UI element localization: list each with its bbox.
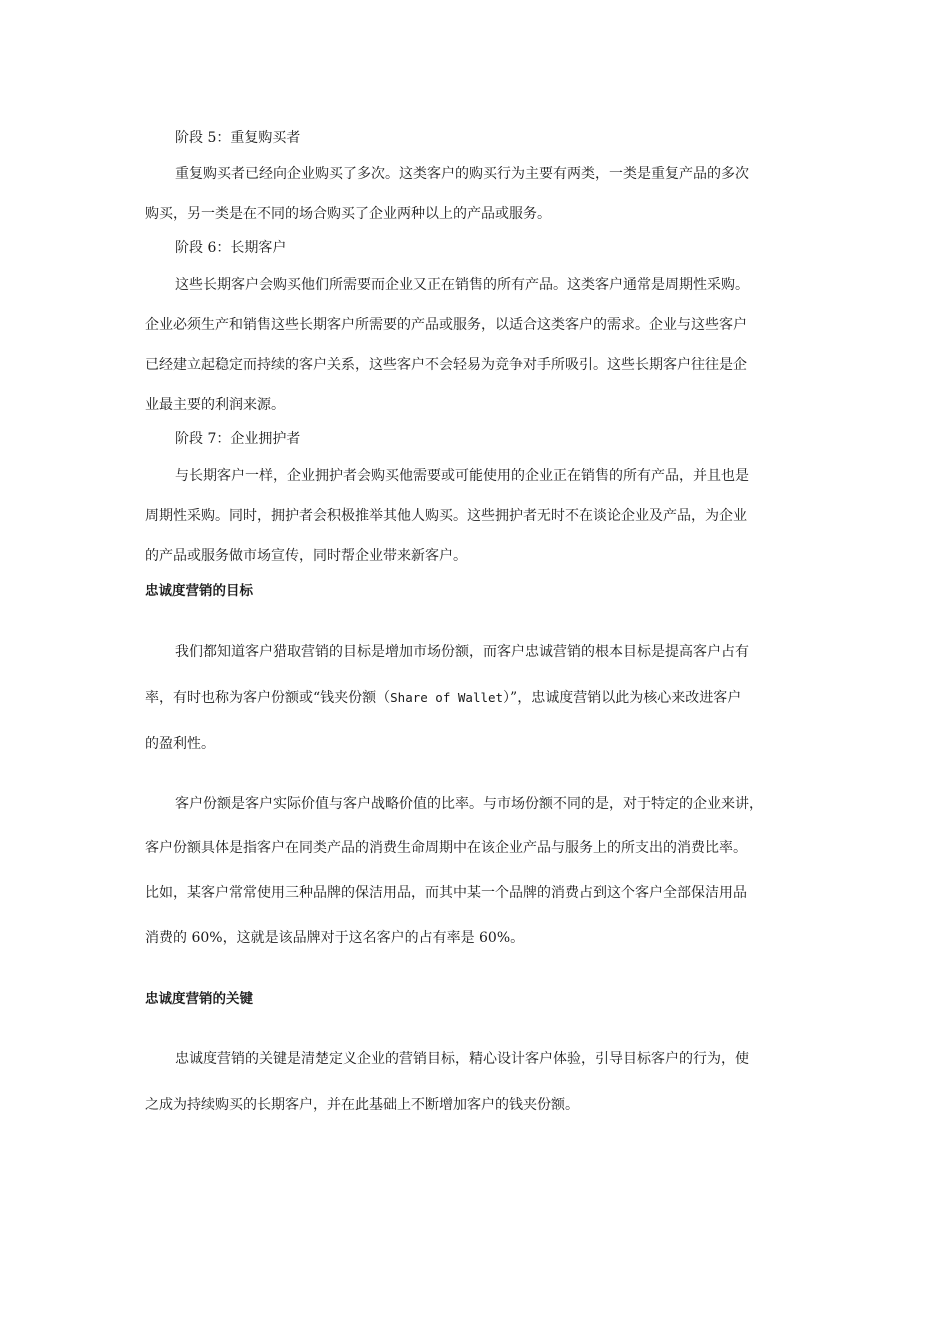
paragraph-line: 的产品或服务做市场宣传，同时帮企业带来新客户。	[145, 548, 467, 564]
paragraph-line: 客户份额是客户实际价值与客户战略价值的比率。与市场份额不同的是，对于特定的企业来讲，	[175, 796, 763, 812]
stage-5-title: 阶段 5：重复购买者	[175, 130, 301, 146]
stage-6-title: 阶段 6：长期客户	[175, 240, 287, 256]
paragraph-line: 客户份额具体是指客户在同类产品的消费生命周期中在该企业产品与服务上的所支出的消费比率。	[145, 840, 747, 856]
paragraph-line: 这些长期客户会购买他们所需要而企业又正在销售的所有产品。这类客户通常是周期性采购。	[175, 277, 749, 293]
paragraph-line: 消费的 60%，这就是该品牌对于这名客户的占有率是 60%。	[145, 930, 525, 946]
paragraph-text: ）”，忠诚度营销以此为核心来改进客户	[503, 690, 742, 706]
paragraph-line: 企业必须生产和销售这些长期客户所需要的产品或服务，以适合这类客户的需求。企业与这些客户	[145, 317, 747, 333]
stage-7-title: 阶段 7：企业拥护者	[175, 431, 301, 447]
paragraph-line: 之成为持续购买的长期客户，并在此基础上不断增加客户的钱夹份额。	[145, 1097, 579, 1113]
paragraph-line: 周期性采购。同时，拥护者会积极推举其他人购买。这些拥护者无时不在谈论企业及产品，为企业	[145, 508, 747, 524]
paragraph-line: 业最主要的利润来源。	[145, 397, 285, 413]
paragraph-line: 重复购买者已经向企业购买了多次。这类客户的购买行为主要有两类，一类是重复产品的多次	[175, 166, 749, 182]
paragraph-line	[145, 688, 810, 708]
paragraph-line: 比如，某客户常常使用三种品牌的保洁用品，而其中某一个品牌的消费占到这个客户全部保洁用品	[145, 885, 747, 901]
paragraph-line: 我们都知道客户猎取营销的目标是增加市场份额，而客户忠诚营销的根本目标是提高客户占有	[175, 644, 749, 660]
goal-section-heading: 忠诚度营销的目标	[145, 583, 253, 599]
paragraph-text: 率，有时也称为客户份额或“钱夹份额（	[145, 690, 391, 706]
paragraph-line: 已经建立起稳定而持续的客户关系，这些客户不会轻易为竞争对手所吸引。这些长期客户往往是企	[145, 357, 747, 373]
share-of-wallet-term: Share of Wallet	[390, 690, 504, 705]
paragraph-line: 的盈利性。	[145, 736, 215, 752]
key-section-heading: 忠诚度营销的关键	[145, 991, 253, 1007]
paragraph-line: 购买，另一类是在不同的场合购买了企业两种以上的产品或服务。	[145, 206, 551, 222]
paragraph-line: 与长期客户一样，企业拥护者会购买他需要或可能使用的企业正在销售的所有产品，并且也是	[175, 468, 749, 484]
paragraph-line: 忠诚度营销的关键是清楚定义企业的营销目标，精心设计客户体验，引导目标客户的行为，使	[175, 1051, 749, 1067]
